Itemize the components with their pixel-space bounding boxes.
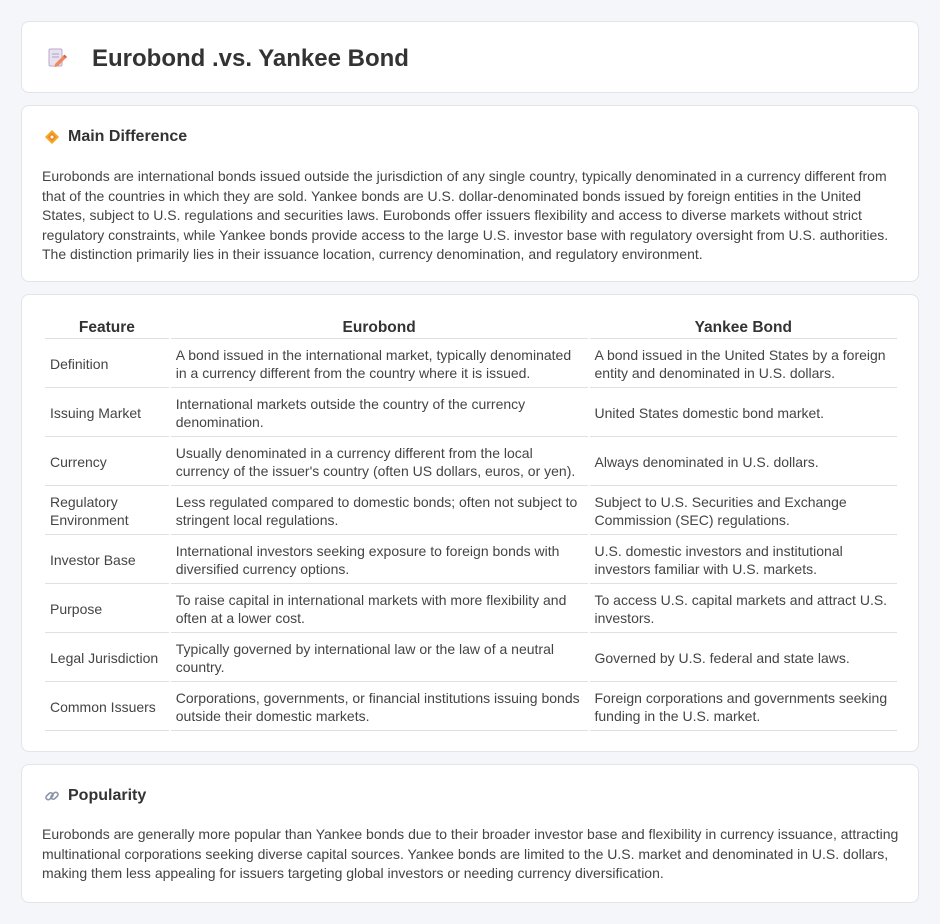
main-difference-header — [44, 127, 187, 147]
feature-cell: Common Issuers — [45, 684, 169, 731]
eurobond-cell: A bond issued in the international market, typically denominated in a currency different from the country where it is issued. — [171, 341, 588, 388]
table-row — [45, 537, 897, 584]
yankee-cell: U.S. domestic investors and institutional investors familiar with U.S. markets. — [590, 537, 898, 584]
popularity-card — [21, 764, 919, 903]
comparison-card — [21, 294, 919, 752]
yankee-cell: A bond issued in the United States by a foreign entity and denominated in U.S. dollars. — [590, 341, 898, 388]
main-difference-text: Eurobonds are international bonds issued outside the jurisdiction of any single country, typically denominated in a currency different from that of the countries in which they are sold. Yankee bonds are U.S. dollar-denominated bonds issued by foreign entities in the United States, subject to U.S. regulations and securities laws. Eurobonds offer issuers flexibility and access to diverse markets without strict regulatory constraints, while Yankee bonds provide access to the large U.S. investor base with regulatory oversight from U.S. authorities. The distinction primarily lies in their issuance location, currency denomination, and regulatory environment. — [42, 168, 889, 263]
yankee-cell: Governed by U.S. federal and state laws. — [590, 635, 898, 682]
main-difference-card — [21, 105, 919, 282]
feature-cell: Definition — [45, 341, 169, 388]
table-header-row — [45, 317, 897, 339]
link-icon — [44, 788, 60, 804]
table-row — [45, 390, 897, 437]
feature-cell: Investor Base — [45, 537, 169, 584]
table-row — [45, 341, 897, 388]
header-eurobond: Eurobond — [171, 317, 588, 339]
table-row — [45, 439, 897, 486]
page-title: Eurobond .vs. Yankee Bond — [92, 45, 409, 72]
eurobond-cell: Corporations, governments, or financial institutions issuing bonds outside their domestic markets. — [171, 684, 588, 731]
feature-cell: Purpose — [45, 586, 169, 633]
popularity-text: Eurobonds are generally more popular than Yankee bonds due to their broader investor base and flexibility in currency issuance, attracting multinational corporations seeking diverse capital sources. Yankee bonds are limited to the U.S. market and denominated in U.S. dollars, making them less appealing for issuers targeting global investors or needing currency diversification. — [42, 826, 899, 882]
feature-cell: Issuing Market — [45, 390, 169, 437]
yankee-cell: Foreign corporations and governments seeking funding in the U.S. market. — [590, 684, 898, 731]
table-row — [45, 684, 897, 731]
eurobond-cell: Usually denominated in a currency different from the local currency of the issuer's country (often US dollars, euros, or yen). — [171, 439, 588, 486]
popularity-heading: Popularity — [68, 787, 147, 804]
comparison-table — [43, 315, 899, 733]
table-row — [45, 635, 897, 682]
popularity-header — [44, 786, 146, 806]
title-card — [21, 21, 919, 93]
eurobond-cell: To raise capital in international markets with more flexibility and often at a lower cost. — [171, 586, 588, 633]
yankee-cell: United States domestic bond market. — [590, 390, 898, 437]
eurobond-cell: International investors seeking exposure to foreign bonds with diversified currency options. — [171, 537, 588, 584]
table-row — [45, 488, 897, 535]
yankee-cell: Subject to U.S. Securities and Exchange Commission (SEC) regulations. — [590, 488, 898, 535]
eurobond-cell: Less regulated compared to domestic bonds; often not subject to stringent local regulations. — [171, 488, 588, 535]
eurobond-cell: Typically governed by international law or the law of a neutral country. — [171, 635, 588, 682]
document-edit-icon — [46, 47, 68, 69]
feature-cell: Regulatory Environment — [45, 488, 169, 535]
main-difference-heading: Main Difference — [68, 128, 188, 145]
header-feature: Feature — [45, 317, 169, 339]
yankee-cell: To access U.S. capital markets and attract U.S. investors. — [590, 586, 898, 633]
table-row — [45, 586, 897, 633]
feature-cell: Legal Jurisdiction — [45, 635, 169, 682]
diamond-icon — [44, 129, 60, 145]
feature-cell: Currency — [45, 439, 169, 486]
eurobond-cell: International markets outside the country of the currency denomination. — [171, 390, 588, 437]
header-yankee-bond: Yankee Bond — [590, 317, 898, 339]
yankee-cell: Always denominated in U.S. dollars. — [590, 439, 898, 486]
